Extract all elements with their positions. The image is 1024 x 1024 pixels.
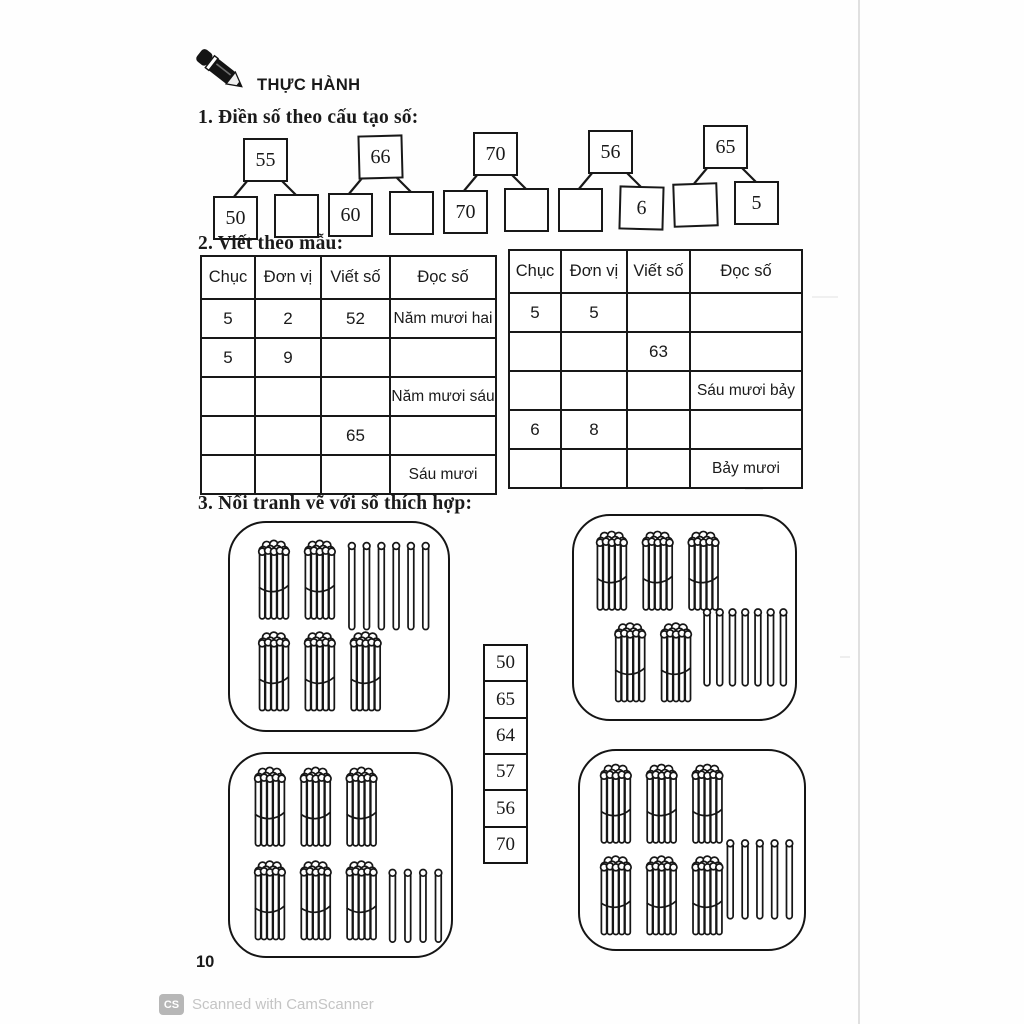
table-row [201, 455, 496, 494]
table-cell [690, 293, 802, 332]
table-cell [561, 332, 627, 371]
table-cell [201, 377, 255, 416]
number-box-whole: 65 [703, 125, 748, 169]
col-header: Viết số [627, 250, 690, 293]
col-header: Viết số [321, 256, 390, 299]
table-cell [561, 371, 627, 410]
number-box-whole: 56 [588, 130, 633, 174]
table-cell: 5 [201, 338, 255, 377]
table-cell: Năm mươi sáu [390, 377, 496, 416]
stick-picture-box-bottom-right [578, 749, 806, 951]
table-cell [690, 410, 802, 449]
decomposition-diagram [213, 138, 318, 240]
exercise2-heading: 2. Viết theo mẫu: [198, 233, 344, 254]
decomposition-diagram [558, 130, 663, 232]
table-header-row [509, 250, 802, 293]
decomposition-diagram [673, 125, 778, 227]
place-value-table-right [508, 249, 803, 489]
table-cell: 6 [509, 410, 561, 449]
camscanner-watermark [159, 994, 374, 1015]
number-box-part: 6 [618, 185, 664, 230]
table-cell: 5 [561, 293, 627, 332]
table-row [509, 332, 802, 371]
table-cell [627, 371, 690, 410]
table-cell: 2 [255, 299, 321, 338]
table-cell: 63 [627, 332, 690, 371]
table-cell: 5 [201, 299, 255, 338]
table-cell [321, 377, 390, 416]
place-value-table-left [200, 255, 497, 495]
watermark-text: Scanned with CamScanner [192, 996, 374, 1013]
table-cell [201, 455, 255, 494]
table-header-row [201, 256, 496, 299]
camscanner-logo-icon: CS [159, 994, 184, 1015]
table-cell: Bảy mươi [690, 449, 802, 488]
number-cell: 57 [483, 753, 528, 792]
number-box-part: 70 [443, 190, 488, 234]
number-box-whole: 66 [357, 134, 403, 179]
col-header: Đọc số [390, 256, 496, 299]
col-header: Đơn vị [561, 250, 627, 293]
table-cell [390, 416, 496, 455]
table-row [509, 293, 802, 332]
page-number: 10 [196, 953, 215, 971]
col-header: Chục [201, 256, 255, 299]
stick-picture-box-bottom-left [228, 752, 453, 958]
section-title: THỰC HÀNH [257, 76, 361, 94]
number-cell: 65 [483, 680, 528, 719]
table-cell [561, 449, 627, 488]
number-box-part-blank [672, 182, 719, 228]
table-cell: 65 [321, 416, 390, 455]
number-cell: 70 [483, 826, 528, 865]
number-box-part-blank [389, 191, 434, 235]
table-cell [201, 416, 255, 455]
decomposition-diagram [443, 132, 548, 234]
decomposition-diagram [328, 135, 433, 237]
table-cell [509, 332, 561, 371]
exercise1-diagrams [213, 130, 778, 232]
table-cell [255, 377, 321, 416]
scan-artifact [812, 296, 838, 298]
pencil-icon [190, 42, 252, 100]
col-header: Đọc số [690, 250, 802, 293]
table-row [201, 338, 496, 377]
scan-artifact [840, 656, 850, 658]
col-header: Chục [509, 250, 561, 293]
table-cell [509, 371, 561, 410]
table-cell: Năm mươi hai [390, 299, 496, 338]
table-cell: Sáu mươi bảy [690, 371, 802, 410]
stick-bundles-drawing [580, 751, 804, 949]
col-header: Đơn vị [255, 256, 321, 299]
table-row [509, 410, 802, 449]
number-box-part-blank [504, 188, 549, 232]
scan-edge-line [858, 0, 860, 1024]
table-cell: 5 [509, 293, 561, 332]
number-box-part: 60 [328, 193, 373, 237]
stick-picture-box-top-right [572, 514, 797, 721]
number-box-part: 50 [213, 196, 258, 240]
table-cell [627, 293, 690, 332]
number-cell: 64 [483, 717, 528, 756]
table-cell [690, 332, 802, 371]
number-box-part-blank [558, 188, 603, 232]
table-row [509, 449, 802, 488]
table-row [201, 416, 496, 455]
table-cell [509, 449, 561, 488]
table-row [509, 371, 802, 410]
stick-bundles-drawing [230, 754, 451, 956]
number-cell: 50 [483, 644, 528, 683]
table-cell: 8 [561, 410, 627, 449]
number-box-whole: 55 [243, 138, 288, 182]
number-choice-column [483, 644, 528, 864]
table-cell [321, 338, 390, 377]
table-cell: 52 [321, 299, 390, 338]
stick-bundles-drawing [574, 516, 795, 719]
table-row [201, 377, 496, 416]
table-cell: Sáu mươi [390, 455, 496, 494]
number-box-whole: 70 [473, 132, 518, 176]
table-row [201, 299, 496, 338]
table-cell [627, 410, 690, 449]
table-cell [255, 455, 321, 494]
exercise1-heading: 1. Điền số theo cấu tạo số: [198, 107, 419, 128]
exercise3-heading: 3. Nối tranh vẽ với số thích hợp: [198, 493, 473, 514]
number-box-part: 5 [734, 181, 779, 225]
stick-bundles-drawing [230, 523, 448, 730]
table-cell [255, 416, 321, 455]
table-cell: 9 [255, 338, 321, 377]
number-box-part-blank [274, 194, 319, 238]
number-cell: 56 [483, 789, 528, 828]
stick-picture-box-top-left [228, 521, 450, 732]
table-cell [390, 338, 496, 377]
table-cell [627, 449, 690, 488]
table-cell [321, 455, 390, 494]
